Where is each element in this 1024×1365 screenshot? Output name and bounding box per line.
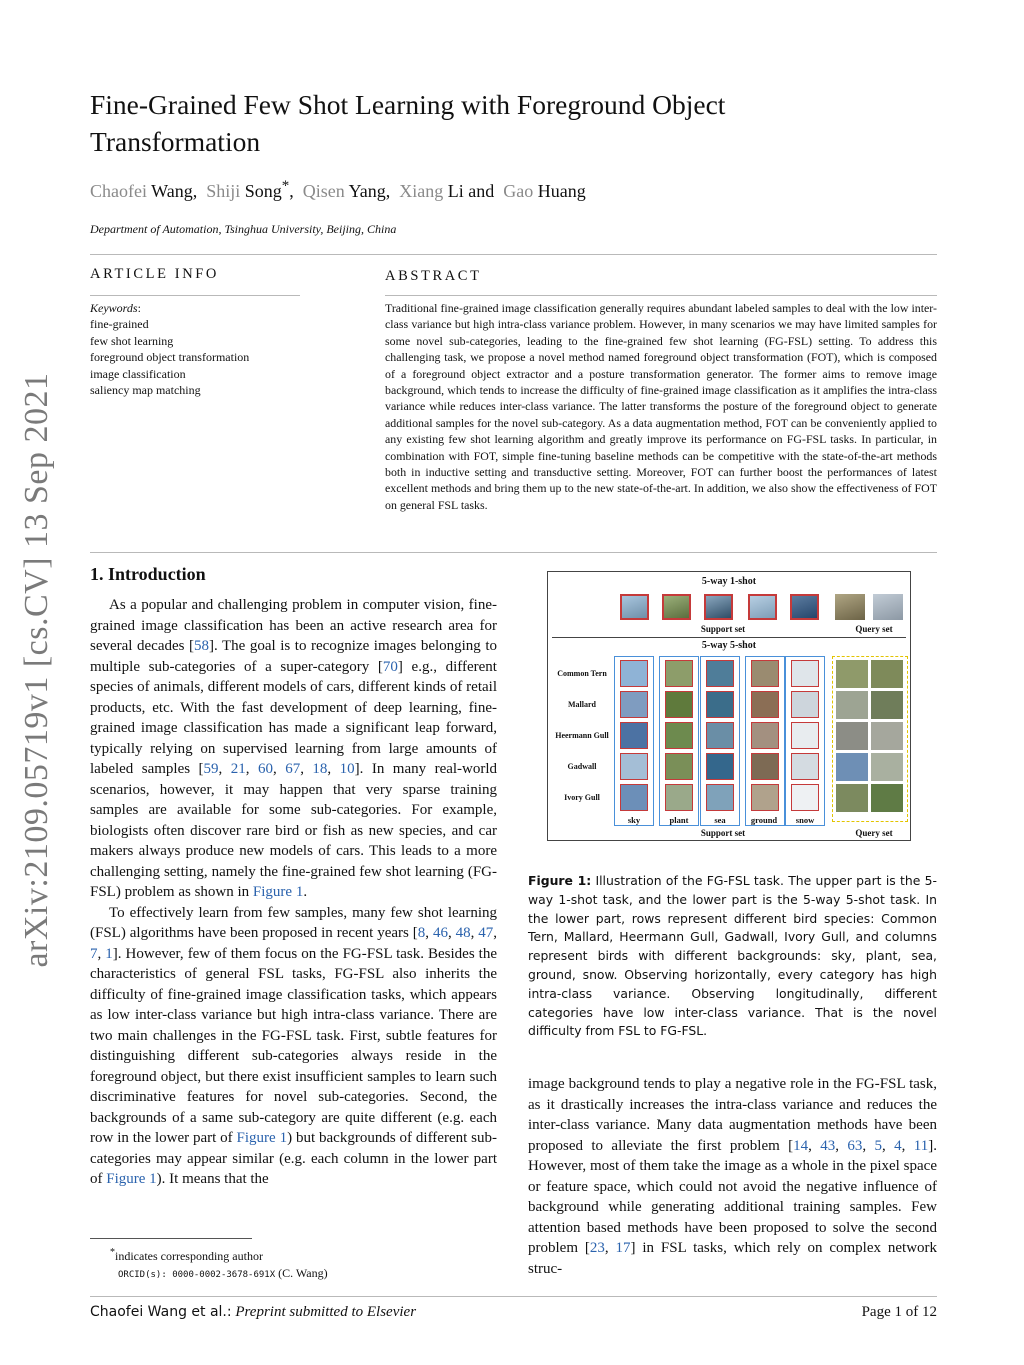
bird-thumbnail — [706, 722, 734, 749]
bird-thumbnail — [706, 660, 734, 687]
column-label: ground — [750, 815, 778, 825]
citation-link[interactable]: 59 — [203, 761, 219, 777]
bird-thumbnail — [751, 784, 779, 811]
query-thumbnail — [836, 722, 868, 750]
keyword: foreground object transformation — [90, 350, 250, 365]
bird-thumbnail — [791, 691, 819, 718]
paragraph: To effectively learn from few samples, many few shot learning (FSL) algorithms have been proposed in recent years [8, 46, 48, 47, 7, 1]. However, few of them focus on the FG-FSL task. Besides the characteristics of general FSL tasks, FG-FSL also inherits the difficulty of fine-grained image classification tasks, which appears as low inter-class variance but high intra-class variance. There are two main challenges in the FG-FSL task. First, subtle features for distinguishing different sub-categories always reside in the foreground object, but there exist insufficient samples to learn such discriminative features for novel sub-categories. Second, the backgrounds of a same sub-category are quite different (e.g. each row in the lower part of Figure 1) but backgrounds of different sub-categories may appear similar (e.g. each column in the lower part of Figure 1). It means that the — [90, 904, 498, 1187]
citation-link[interactable]: 60 — [257, 761, 273, 777]
citation-link[interactable]: 5 — [874, 1137, 883, 1154]
paper-title: Fine-Grained Few Shot Learning with Foreground Object Transformation — [90, 89, 726, 157]
bird-thumbnail — [751, 753, 779, 780]
paragraph: image background tends to play a negative role in the FG-FSL task, as it drastically increases the intra-class variance and reduces the inter-class variance. Many data augmentation methods have been proposed to alleviate the first problem [14, 43, 63, 5, 4, 11]. However, most of them take the image as a whole in the pixel space or feature space, which could not avoid the negative influence of background while generating additional training samples. Few attention based methods have been proposed to solve the second problem [23, 17] in FSL tasks, which rely on complex network struc- — [528, 1076, 938, 1277]
page-number: Page 1 of 12 — [861, 1304, 937, 1320]
figure-top-title: 5-way 1-shot — [701, 576, 757, 587]
article-info-heading: ARTICLE INFO — [90, 266, 220, 282]
bird-thumbnail — [751, 691, 779, 718]
citation-link[interactable]: 10 — [339, 761, 355, 777]
bird-thumbnail — [620, 660, 648, 687]
citation-link[interactable]: 46 — [432, 925, 448, 941]
bird-thumbnail — [620, 691, 648, 718]
row-label: Ivory Gull — [564, 793, 600, 802]
citation-link[interactable]: 63 — [847, 1137, 863, 1154]
citation-link[interactable]: 7 — [90, 945, 98, 962]
query-thumbnail — [871, 722, 903, 750]
keyword: fine-grained — [90, 317, 149, 332]
arxiv-stamp — [12, 370, 62, 970]
paragraph: As a popular and challenging problem in computer vision, fine-grained image classification has been an active research area for several decades [58]. The goal is to recognize images belonging to multiple sub-categories of a super-category [70] e.g., different species of animals, different models of cars, different kinds of retail products, etc. With the fast development of deep learning, fine-grained image classification has made a significant leap forward, typically relying on supervised learning from large amounts of labeled samples [59, 21, 60, 67, 18, 10]. In many real-world scenarios, however, it may happen that very sparse training samples are available for some sub-categories. For example, biologists often discover rare bird or fish as new species, and car makers always produce new models of cars. This leads to a more challenging setting, namely the fine-grained few shot learning (FG-FSL) problem as shown in Figure 1. — [90, 597, 498, 900]
bird-thumbnail — [662, 594, 691, 620]
bird-thumbnail — [665, 784, 693, 811]
bird-thumbnail — [706, 753, 734, 780]
bird-thumbnail — [706, 784, 734, 811]
query-thumbnail — [836, 660, 868, 688]
bird-thumbnail — [791, 753, 819, 780]
citation-link[interactable]: 14 — [793, 1137, 809, 1154]
figure-link[interactable]: Figure 1 — [252, 884, 304, 900]
keywords-block — [90, 300, 249, 398]
query-thumbnail — [871, 691, 903, 719]
keyword: image classification — [90, 366, 186, 381]
query-thumbnail — [871, 660, 903, 688]
citation-link[interactable]: 4 — [894, 1137, 902, 1154]
citation-link[interactable]: 23 — [589, 1240, 605, 1256]
query-set-label: Query set — [855, 828, 893, 838]
query-thumbnail — [836, 784, 868, 812]
row-label: Gadwall — [567, 762, 597, 771]
left-column — [90, 595, 497, 1190]
author-3: Qisen Yang, — [302, 181, 395, 201]
bird-thumbnail — [620, 594, 649, 620]
bird-thumbnail — [751, 660, 779, 687]
author-2: Shiji Song*, — [206, 178, 299, 201]
divider — [90, 552, 937, 553]
bird-thumbnail — [790, 594, 819, 620]
support-set-label: Support set — [700, 828, 746, 838]
figure-link[interactable]: Figure 1 — [236, 1130, 288, 1146]
bird-thumbnail — [706, 691, 734, 718]
abstract-text: Traditional fine-grained image classification generally requires abundant labeled samples to deal with the low inter-class variance but high intra-class variance problem. However, in many scenarios we may have limited samples for some novel sub-categories, leading to the fine-grained few shot learning (FG-FSL) setting. To address this challenging task, we propose a novel method named foreground object transformation (FOT), which is composed of a foreground object extractor and a posture transformation generator. The former aims to remove image background, which tends to increase the difficulty of fine-grained image classification as it amplifies the intra-class variance while reduces inter-class variance. The latter transforms the posture of the foreground object to generate additional samples for the novel sub-category. As a data augmentation method, FOT can be conveniently applied to any existing few shot learning algorithm and greatly improve its performance on FG-FSL tasks. In particular, in combination with FOT, simple fine-tuning baseline methods can be competitive with the state-of-the-art methods both in inductive setting and transductive setting. Moreover, FOT can further boost the performances of latest excellent methods and bring them up to the new state-of-the-art. In addition, we also show the effectiveness of FOT on general FSL tasks. — [385, 301, 937, 512]
figure-link[interactable]: Figure 1 — [106, 1171, 157, 1187]
column-label: sky — [627, 815, 641, 825]
bird-thumbnail — [620, 753, 648, 780]
citation-link[interactable]: 67 — [285, 761, 301, 777]
query-thumbnail — [835, 594, 865, 620]
bird-thumbnail — [791, 722, 819, 749]
divider — [90, 254, 937, 255]
query-thumbnail — [871, 753, 903, 781]
bird-thumbnail — [748, 594, 777, 620]
citation-link[interactable]: 18 — [312, 761, 328, 777]
affiliation: Department of Automation, Tsinghua University, Beijing, China — [90, 222, 397, 236]
column-label: snow — [795, 815, 815, 825]
bird-thumbnail — [665, 691, 693, 718]
column-label: plant — [669, 815, 689, 825]
arxiv-id: arXiv:2109.05719v1 [cs.CV] 13 Sep 2021 — [18, 372, 55, 968]
figure-bottom-title: 5-way 5-shot — [701, 640, 757, 651]
author-1: Chaofei Wang, — [90, 181, 202, 201]
bird-thumbnail — [751, 722, 779, 749]
footer-rule — [90, 1296, 937, 1297]
footnote-orcid: ORCID(s): 0000-0002-3678-691X (C. Wang) — [118, 1266, 328, 1280]
query-thumbnail — [836, 753, 868, 781]
bird-thumbnail — [704, 594, 733, 620]
citation-link[interactable]: 48 — [455, 925, 471, 941]
bird-thumbnail — [620, 784, 648, 811]
citation-link[interactable]: 17 — [615, 1240, 631, 1256]
figure-caption: Figure 1: Illustration of the FG-FSL task. The upper part is the 5-way 1-shot task, and the lower part is the 5-way 5-shot task. In the lower part, rows represent different bird species: Common Tern, Mallard, Heermann Gull, Gadwall, Ivory Gull, and columns represent birds with different backgrounds: sky, plant, sea, ground, snow. Observing horizontally, every category has high intra-class variance. Observing longitudinally, different categories have low inter-class variance. That is the novel difficulty from FSL to FG-FSL. — [528, 873, 937, 1039]
bird-thumbnail — [665, 660, 693, 687]
figure-divider — [552, 637, 906, 638]
column-label: sea — [714, 815, 726, 825]
abstract-heading: ABSTRACT — [385, 268, 482, 284]
bird-thumbnail — [665, 722, 693, 749]
footer-venue: Preprint submitted to Elsevier — [235, 1304, 417, 1320]
right-column — [528, 1074, 937, 1279]
citation-link[interactable]: 58 — [194, 638, 210, 654]
support-set-label: Support set — [700, 624, 746, 634]
footer-authors: Chaofei Wang et al. — [90, 1304, 227, 1320]
divider — [90, 295, 300, 296]
row-label: Heermann Gull — [555, 731, 609, 740]
footnote — [90, 1244, 328, 1284]
citation-link[interactable]: 47 — [478, 925, 494, 941]
keywords-label: Keywords: — [90, 301, 141, 315]
keyword: few shot learning — [90, 333, 174, 348]
divider — [385, 295, 937, 296]
query-thumbnail — [836, 691, 868, 719]
bird-thumbnail — [665, 753, 693, 780]
bird-thumbnail — [620, 722, 648, 749]
citation-link[interactable]: 11 — [913, 1137, 929, 1154]
section-heading-introduction: 1. Introduction — [90, 564, 206, 584]
bird-thumbnail — [791, 784, 819, 811]
author-5: Gao Huang — [503, 181, 586, 201]
citation-link[interactable]: 43 — [820, 1137, 836, 1154]
bird-thumbnail — [791, 660, 819, 687]
caption-label: Figure 1: — [528, 873, 592, 888]
author-4: Xiang Li and — [399, 181, 499, 201]
footnote-rule — [90, 1238, 252, 1239]
keyword: saliency map matching — [90, 383, 201, 398]
query-thumbnail — [873, 594, 903, 620]
citation-link[interactable]: 70 — [382, 658, 398, 675]
row-label: Mallard — [568, 700, 596, 709]
citation-link[interactable]: 1 — [105, 945, 113, 962]
citation-link[interactable]: 8 — [417, 925, 426, 941]
row-label: Common Tern — [557, 669, 607, 678]
author-list — [90, 178, 586, 202]
page-footer: Chaofei Wang et al.: Preprint submitted to Elsevier Page 1 of 12 — [90, 1304, 937, 1320]
footnote-corresponding: *indicates corresponding author — [110, 1247, 263, 1263]
figure-1 — [547, 571, 911, 841]
citation-link[interactable]: 21 — [230, 761, 246, 777]
query-thumbnail — [871, 784, 903, 812]
query-set-label: Query set — [855, 624, 893, 634]
